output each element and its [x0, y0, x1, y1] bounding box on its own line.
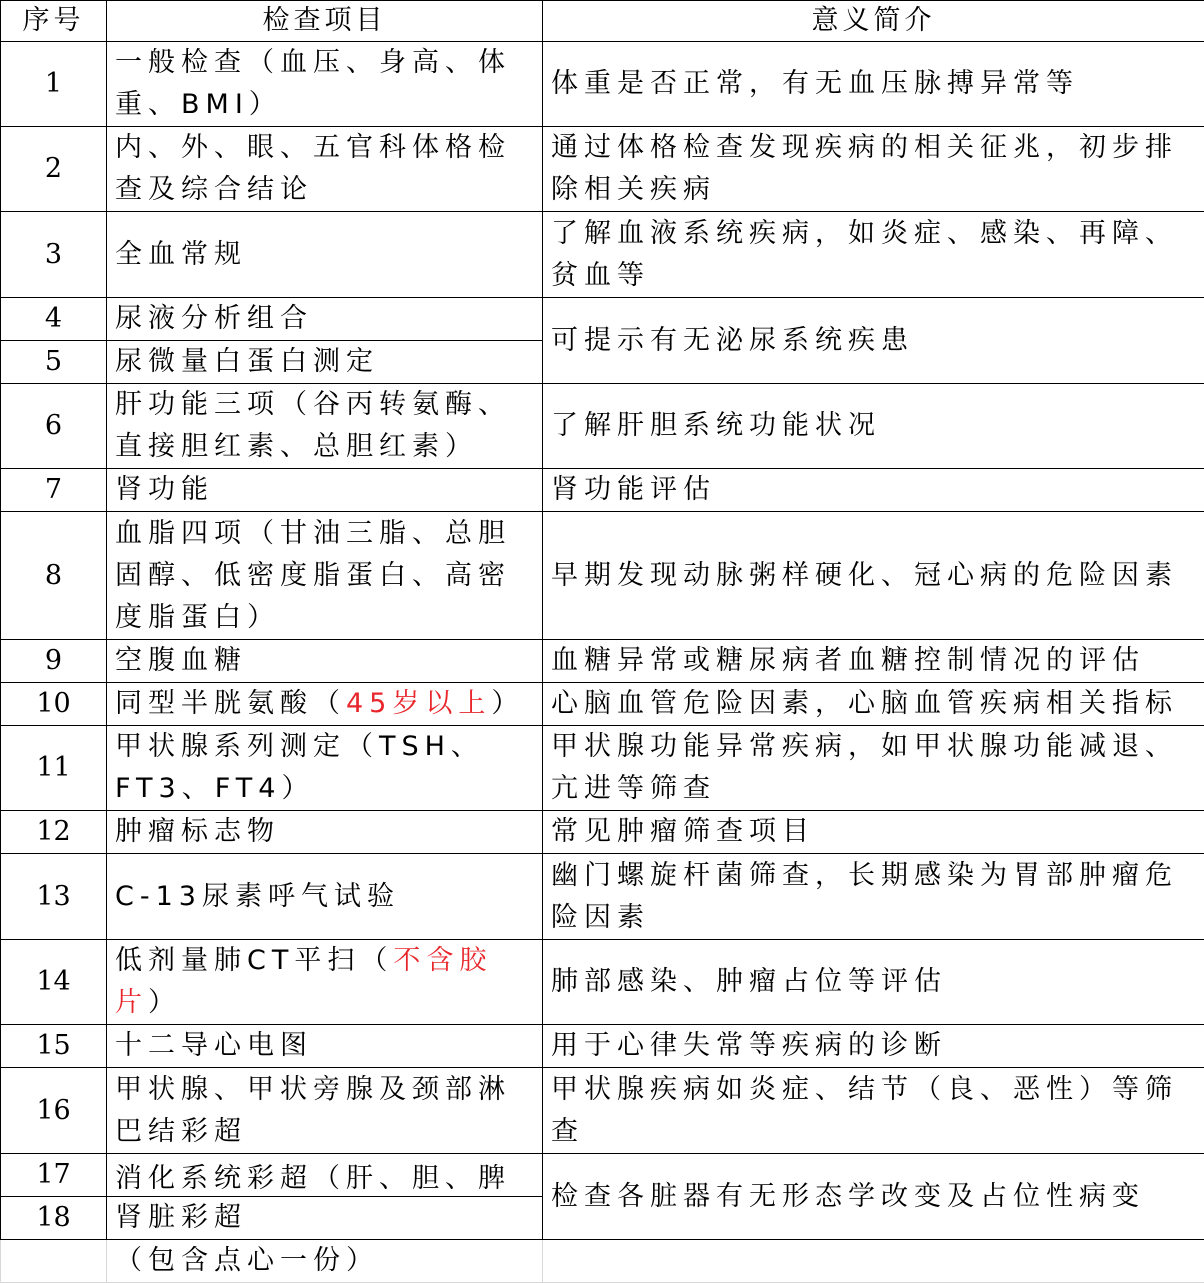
meaning-cell: 常见肿瘤筛查项目 — [543, 811, 1204, 854]
table-row — [1, 1154, 1204, 1197]
meaning-cell: 血糖异常或糖尿病者血糖控制情况的评估 — [543, 640, 1204, 683]
header-meaning: 意义简介 — [543, 1, 1204, 42]
row-number: 15 — [1, 1025, 107, 1068]
row-number: 11 — [1, 726, 107, 811]
row-number: 1 — [1, 42, 107, 127]
item-cell: 甲状腺、甲状旁腺及颈部淋巴结彩超 — [107, 1068, 543, 1154]
row-number: 17 — [1, 1154, 107, 1197]
table-row — [1, 127, 1204, 212]
meaning-cell: 可提示有无泌尿系统疾患 — [543, 298, 1204, 384]
item-cell: 尿微量白蛋白测定 — [107, 341, 543, 384]
meaning-cell: 用于心律失常等疾病的诊断 — [543, 1025, 1204, 1068]
item-cell — [107, 683, 543, 726]
meaning-cell: 了解血液系统疾病，如炎症、感染、再障、贫血等 — [543, 212, 1204, 298]
meaning-cell: 检查各脏器有无形态学改变及占位性病变 — [543, 1154, 1204, 1240]
meaning-cell: 了解肝胆系统功能状况 — [543, 384, 1204, 469]
row-number: 10 — [1, 683, 107, 726]
item-cell — [107, 1154, 543, 1197]
item-cell: 血脂四项（甘油三脂、总胆固醇、低密度脂蛋白、高密度脂蛋白） — [107, 512, 543, 640]
row-number: 16 — [1, 1068, 107, 1154]
table-row — [1, 512, 1204, 640]
item-cell: 肾功能 — [107, 469, 543, 512]
row-number: 12 — [1, 811, 107, 854]
table-row — [1, 726, 1204, 811]
age-note: 45岁以上 — [346, 688, 491, 719]
item-text: 同型半胱氨酸（ — [115, 688, 346, 719]
item-cell: C-13尿素呼气试验 — [107, 854, 543, 940]
meaning-cell: 肺部感染、肿瘤占位等评估 — [543, 940, 1204, 1025]
header-row — [1, 1, 1204, 42]
table-row — [1, 42, 1204, 127]
row-number: 8 — [1, 512, 107, 640]
item-cell: 一般检查（血压、身高、体重、BMI） — [107, 42, 543, 127]
footer-empty — [543, 1240, 1204, 1283]
item-text-end: ） — [148, 987, 181, 1018]
row-number: 3 — [1, 212, 107, 298]
item-cell: 甲状腺系列测定（TSH、FT3、FT4） — [107, 726, 543, 811]
meaning-cell: 心脑血管危险因素，心脑血管疾病相关指标 — [543, 683, 1204, 726]
footer-empty — [1, 1240, 107, 1283]
footer-note: （包含点心一份） — [107, 1240, 543, 1283]
table-row — [1, 212, 1204, 298]
row-number: 13 — [1, 854, 107, 940]
row-number: 2 — [1, 127, 107, 212]
table-row — [1, 854, 1204, 940]
meaning-cell: 幽门螺旋杆菌筛查，长期感染为胃部肿瘤危险因素 — [543, 854, 1204, 940]
table-row — [1, 1025, 1204, 1068]
meaning-cell: 甲状腺功能异常疾病，如甲状腺功能减退、亢进等筛查 — [543, 726, 1204, 811]
meaning-cell: 体重是否正常，有无血压脉搏异常等 — [543, 42, 1204, 127]
row-number: 18 — [1, 1197, 107, 1240]
row-number: 14 — [1, 940, 107, 1025]
item-clip: 消化系统彩超（肝、胆、脾 — [115, 1158, 542, 1192]
meaning-cell: 甲状腺疾病如炎症、结节（良、恶性）等筛查 — [543, 1068, 1204, 1154]
table-row — [1, 1068, 1204, 1154]
row-number: 6 — [1, 384, 107, 469]
item-cell: 十二导心电图 — [107, 1025, 543, 1068]
table-row — [1, 940, 1204, 1025]
row-number: 9 — [1, 640, 107, 683]
meaning-cell: 早期发现动脉粥样硬化、冠心病的危险因素 — [543, 512, 1204, 640]
table-row — [1, 469, 1204, 512]
item-text: 低剂量肺CT平扫（ — [115, 945, 393, 976]
item-cell — [107, 940, 543, 1025]
meaning-cell: 肾功能评估 — [543, 469, 1204, 512]
row-number: 5 — [1, 341, 107, 384]
item-cell: 空腹血糖 — [107, 640, 543, 683]
table-row — [1, 683, 1204, 726]
item-cell: 全血常规 — [107, 212, 543, 298]
table-row — [1, 384, 1204, 469]
table-row — [1, 298, 1204, 341]
footer-row — [1, 1240, 1204, 1283]
header-index: 序号 — [1, 1, 107, 42]
row-number: 7 — [1, 469, 107, 512]
table-row — [1, 811, 1204, 854]
item-cell: 内、外、眼、五官科体格检查及综合结论 — [107, 127, 543, 212]
row-number: 4 — [1, 298, 107, 341]
item-cell: 肿瘤标志物 — [107, 811, 543, 854]
header-item: 检查项目 — [107, 1, 543, 42]
meaning-cell: 通过体格检查发现疾病的相关征兆，初步排除相关疾病 — [543, 127, 1204, 212]
item-cell: 肝功能三项（谷丙转氨酶、直接胆红素、总胆红素） — [107, 384, 543, 469]
table-row — [1, 640, 1204, 683]
item-cell: 尿液分析组合 — [107, 298, 543, 341]
item-text-end: ） — [491, 688, 524, 719]
item-cell: 肾脏彩超 — [107, 1197, 543, 1240]
film-note: 不含胶片 — [115, 945, 492, 1018]
